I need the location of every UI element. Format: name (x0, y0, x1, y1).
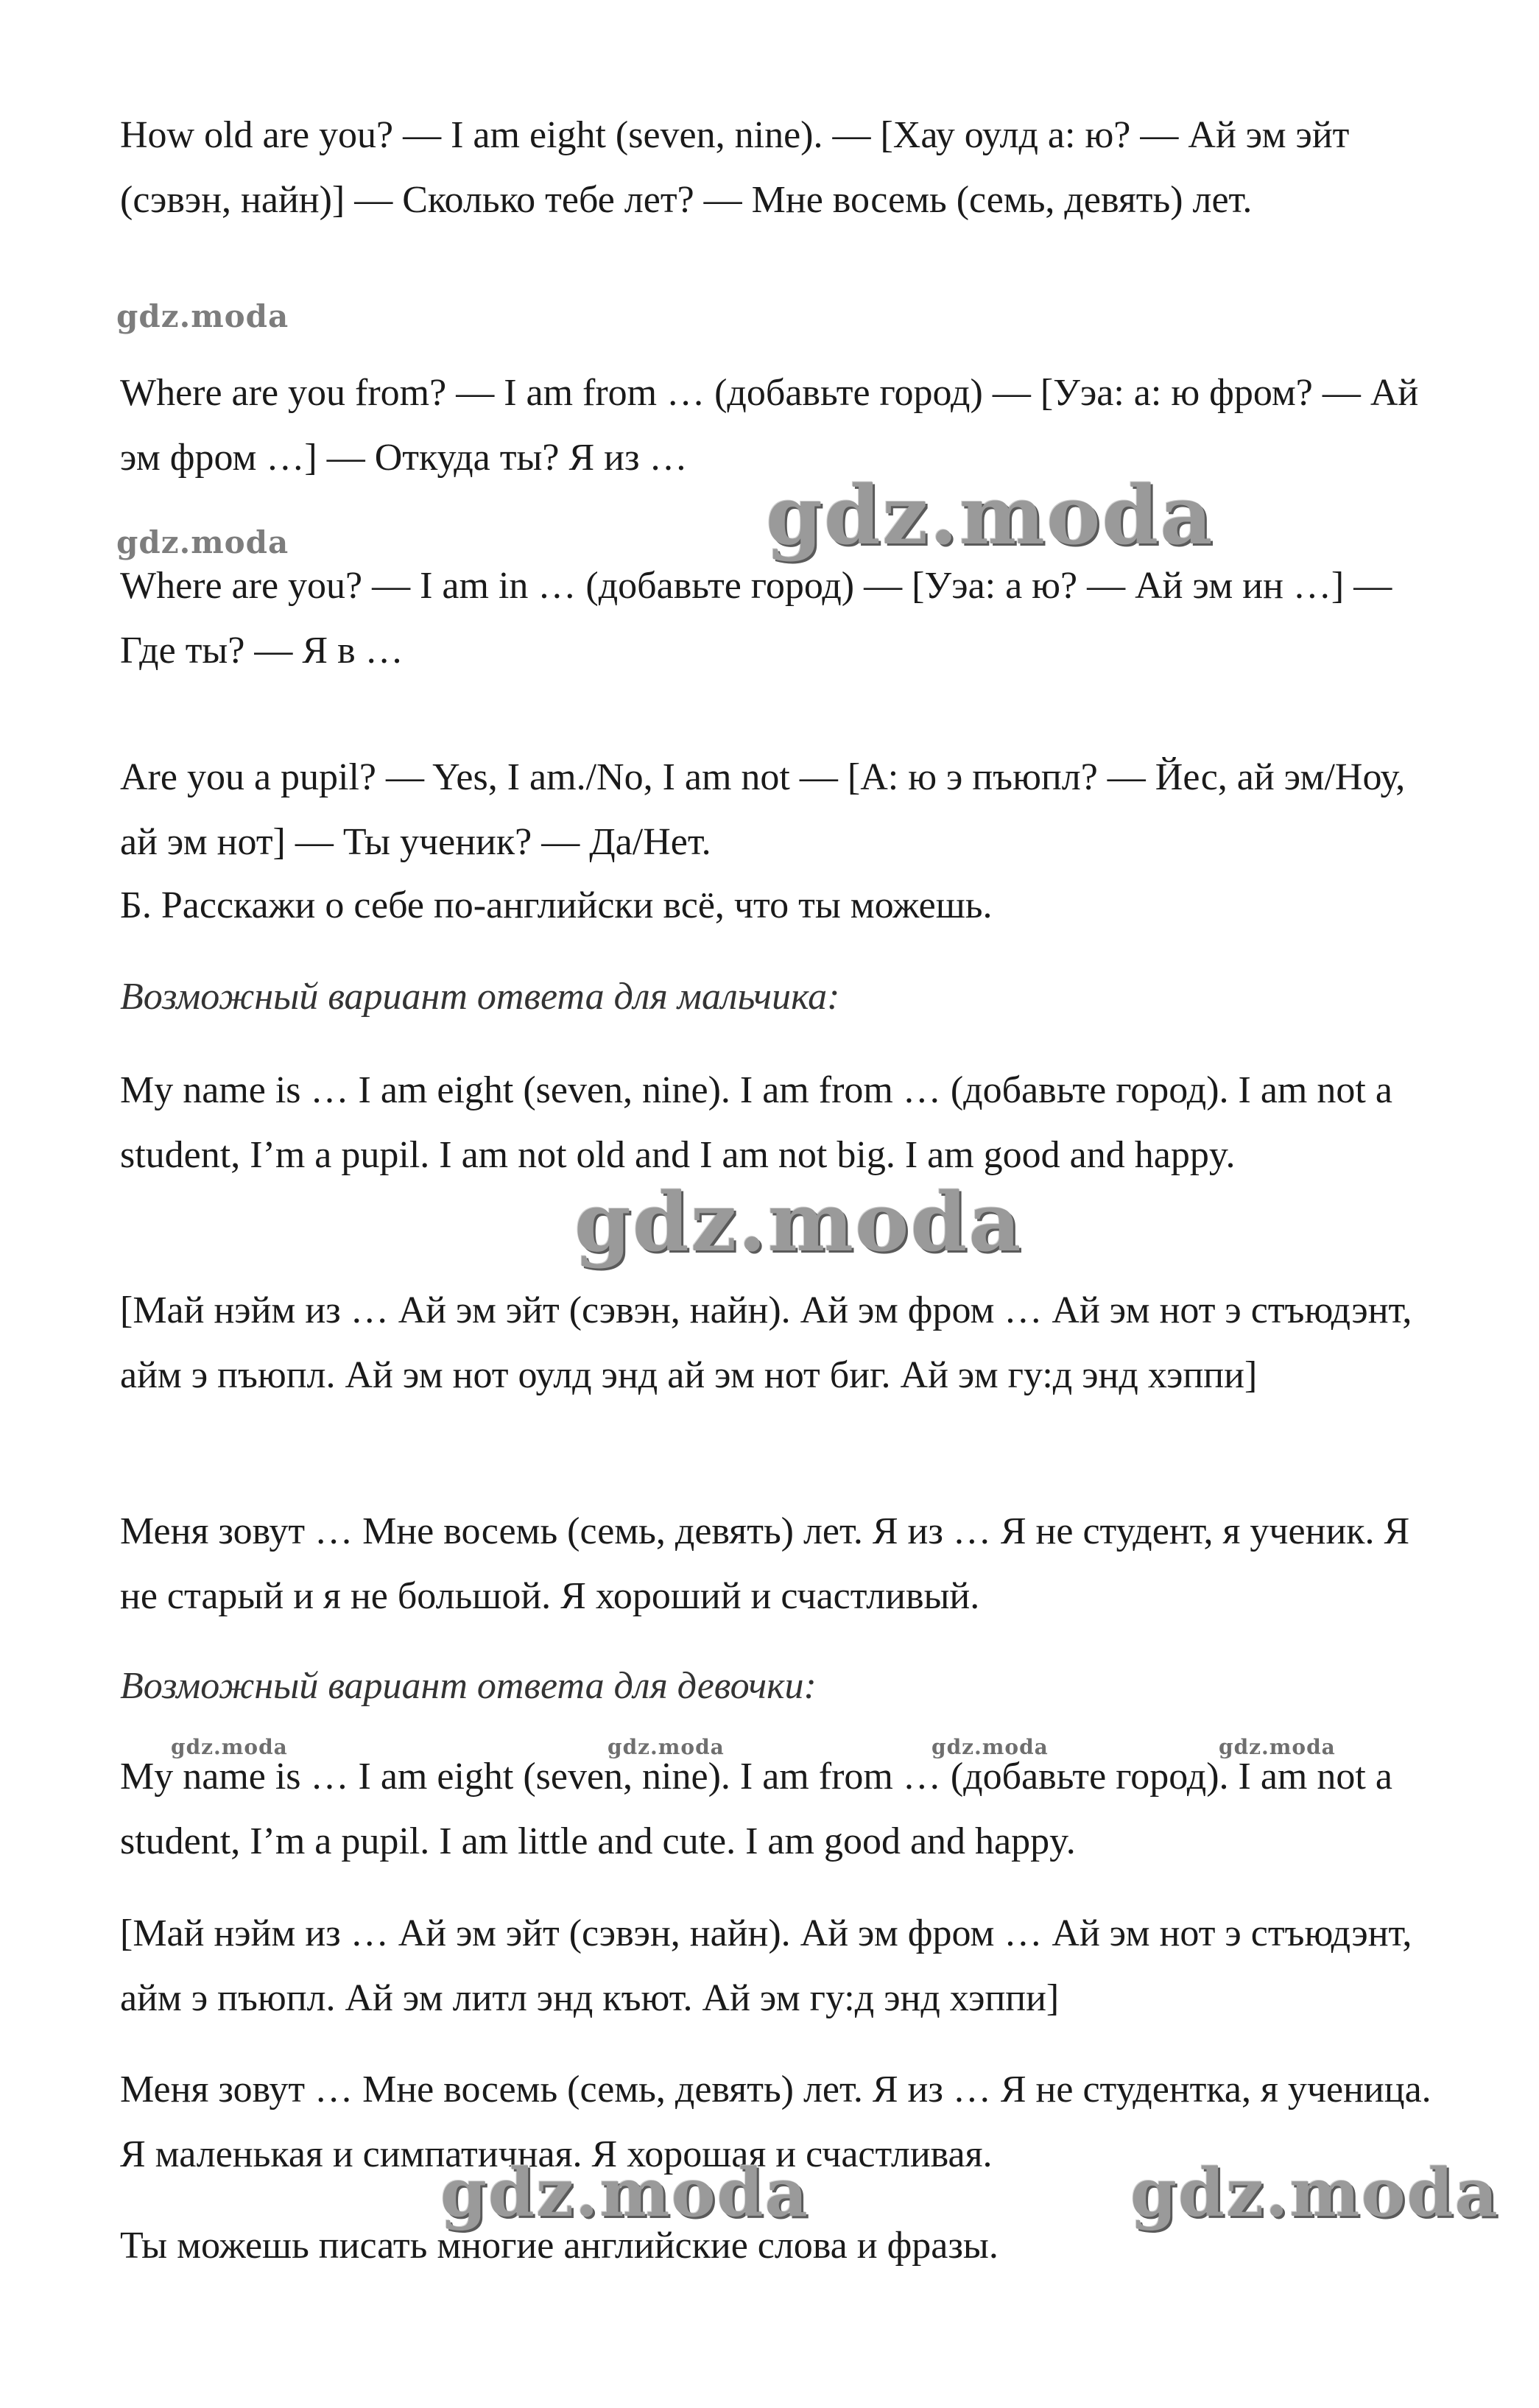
boy-answer-transcription: [Май нэйм из … Ай эм эйт (сэвэн, найн). Ай эм фром … Ай эм нот э стъюдэнт, айм э пъюпл. Ай эм нот оулд энд ай эм нот биг. Ай эм гу:д энд хэппи] (120, 1289, 1412, 1396)
paragraph-pupil-question: Are you a pupil? — Yes, I am./No, I am not — [А: ю э пъюпл? — Йес, ай эм/Ноу, ай эм нот] — Ты ученик? — Да/Нет. (120, 756, 1406, 863)
watermark: gdz.moda (608, 1735, 725, 1759)
watermark: gdz.moda (574, 1175, 1023, 1270)
closing-note: Ты можешь писать многие английские слова и фразы. (120, 2225, 999, 2267)
boy-answer-russian: Меня зовут … Мне восемь (семь, девять) лет. Я из … Я не студент, я ученик. Я не старый и я не большой. Я хороший и счастливый. (120, 1510, 1410, 1617)
boy-answer-english: My name is … I am eight (seven, nine). I am from … (добавьте город). I am not a student, I’m a pupil. I am not old and I am not big. I am good and happy. (120, 1069, 1392, 1176)
girl-answer-transcription: [Май нэйм из … Ай эм эйт (сэвэн, найн). Ай эм фром … Ай эм нот э стъюдэнт, айм э пъюпл. Ай эм литл энд къют. Ай эм гу:д энд хэппи] (120, 1912, 1412, 2019)
task-b-heading: Б. Расскажи о себе по-английски всё, что ты можешь. (120, 884, 993, 926)
watermark: gdz.moda (1219, 1735, 1336, 1759)
girl-answer-label: Возможный вариант ответа для девочки: (120, 1665, 817, 1707)
watermark: gdz.moda (766, 468, 1214, 563)
watermark: gdz.moda (932, 1735, 1049, 1759)
paragraph-where-are-you: Where are you? — I am in … (добавьте город) — [Уэа: а ю? — Ай эм ин …] — Где ты? — Я в … (120, 565, 1392, 672)
paragraph-how-old: How old are you? — I am eight (seven, nine). — [Хау оулд а: ю? — Ай эм эйт (сэвэн, найн)] — Сколько тебе лет? — Мне восемь (семь, девять) лет. (120, 114, 1350, 221)
watermark: gdz.moda (116, 298, 289, 334)
girl-answer-english: My name is … I am eight (seven, nine). I am from … (добавьте город). I am not a student, I’m a pupil. I am little and cute. I am good and happy. (120, 1756, 1392, 1862)
watermark: gdz.moda (440, 2154, 809, 2232)
boy-answer-label: Возможный вариант ответа для мальчика: (120, 976, 840, 1018)
watermark: gdz.moda (171, 1735, 288, 1759)
watermark: gdz.moda (1130, 2154, 1499, 2232)
watermark: gdz.moda (116, 524, 289, 560)
paragraph-where-from: Where are you from? — I am from … (добавьте город) — [Уэа: а: ю фром? — Ай эм фром …] — Откуда ты? Я из … (120, 372, 1419, 479)
girl-answer-russian: Меня зовут … Мне восемь (семь, девять) лет. Я из … Я не студентка, я ученица. Я маленькая и симпатичная. Я хорошая и счастливая. (120, 2069, 1431, 2175)
